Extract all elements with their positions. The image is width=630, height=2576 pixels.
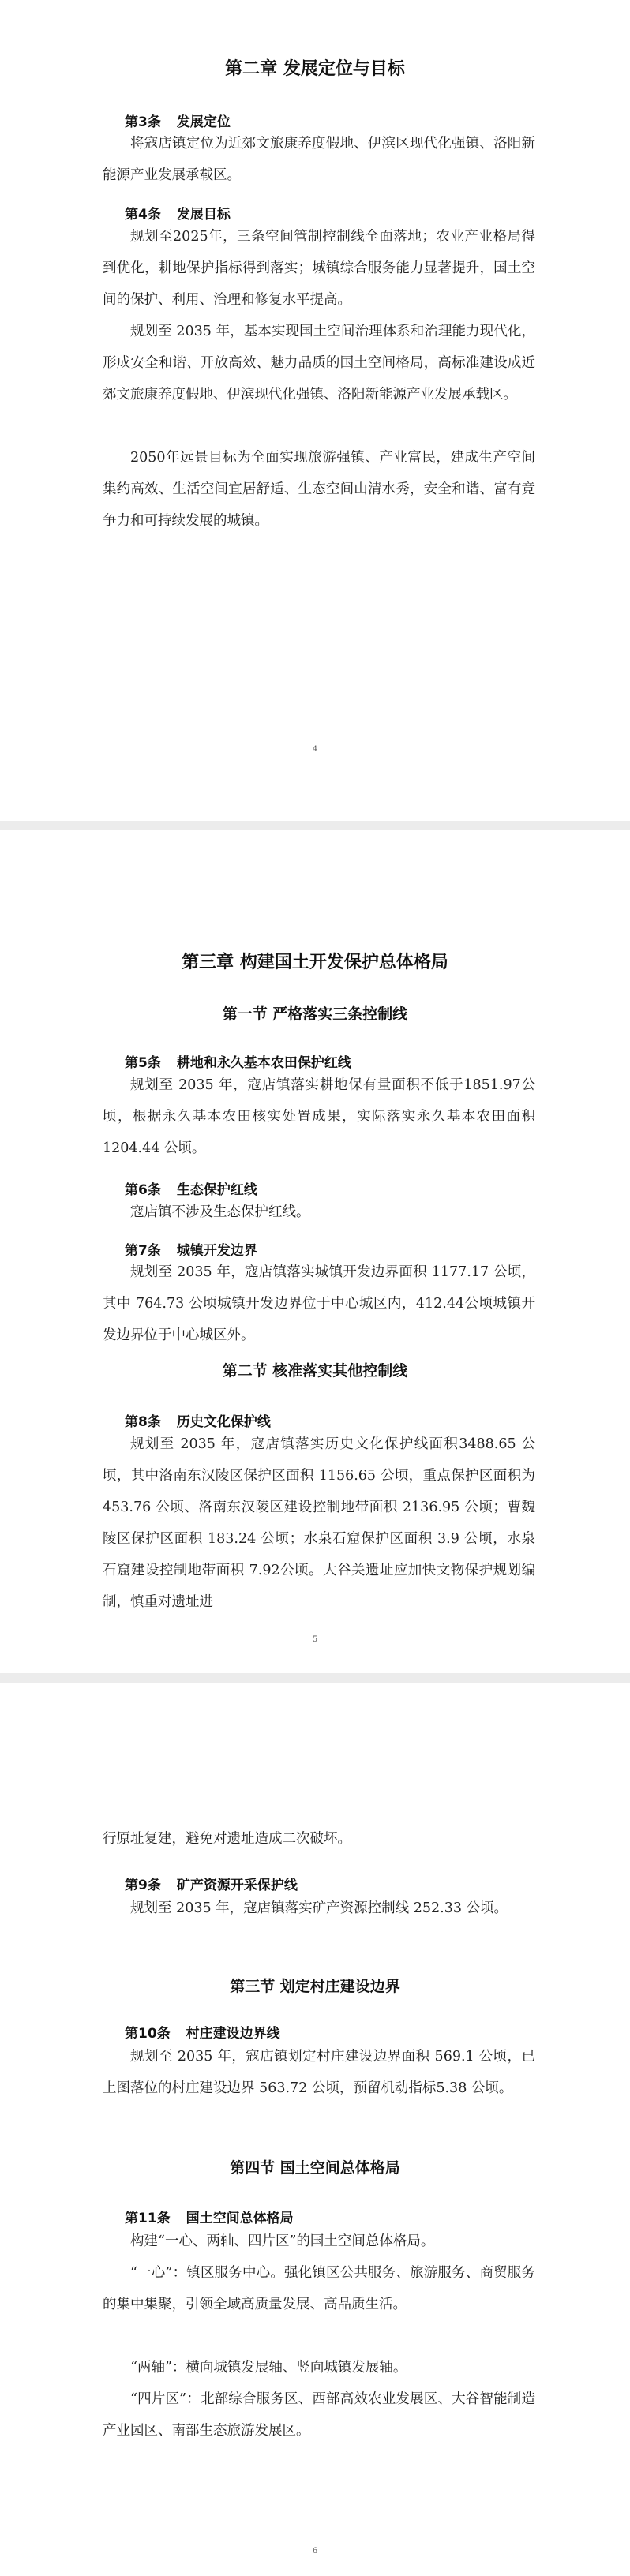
article-title: 村庄建设边界线 (186, 2026, 280, 2042)
article-number: 第5条 (125, 1055, 161, 1071)
article-9-paragraph: 规划至 2035 年，寇店镇落实矿产资源控制线 252.33 公顷。 (130, 1900, 508, 1916)
article-4-heading (125, 203, 231, 223)
article-title: 历史文化保护线 (176, 1414, 271, 1430)
chapter-3-title: 第三章 构建国土开发保护总体格局 (182, 953, 448, 972)
article-11-paragraph-1: 构建“一心、两轴、四片区”的国土空间总体格局。 (130, 2233, 435, 2249)
article-number: 第7条 (125, 1243, 161, 1259)
article-5-paragraph: 规划至 2035 年，寇店镇落实耕地保有量面积不低于1851.97公顷，根据永久基本农田核实处置成果，实际落实永久基本农田面积 1204.44 公顷。 (103, 1077, 535, 1156)
article-11-paragraph-3: “两轴”：横向城镇发展轴、竖向城镇发展轴。 (130, 2360, 407, 2376)
article-8-paragraph: 规划至 2035 年，寇店镇落实历史文化保护线面积3488.65 公顷，其中洛南东汉陵区保护区面积 1156.65 公顷，重点保护区面积为 453.76 公顷、洛南东汉陵区建设控制地带面积 2136.95 公顷；曹魏陵区保护区面积 183.24 公顷；水泉石窟保护区面积 3.9 公顷，水泉石窟建设控制地带面积 7.92公顷。大谷关遗址应加快文物保护规划编制，慎重对遗址进 (103, 1436, 535, 1610)
article-11-heading (125, 2207, 294, 2226)
article-6-heading (125, 1178, 257, 1198)
document-page-6 (0, 1683, 630, 2576)
document-page-5 (0, 830, 630, 1673)
article-10-paragraph: 规划至 2035 年，寇店镇划定村庄建设边界面积 569.1 公顷，已上图落位的村庄建设边界 563.72 公顷，预留机动指标5.38 公顷。 (103, 2049, 535, 2096)
article-title: 耕地和永久基本农田保护红线 (176, 1055, 351, 1071)
article-11-paragraph-2: “一心”：镇区服务中心。强化镇区公共服务、旅游服务、商贸服务的集中集聚，引领全域高质量发展、高品质生活。 (103, 2265, 535, 2312)
article-number: 第11条 (125, 2211, 171, 2226)
article-number: 第6条 (125, 1182, 161, 1198)
article-number: 第10条 (125, 2026, 171, 2042)
page-number: 4 (312, 745, 318, 754)
article-title: 发展目标 (176, 207, 231, 223)
article-5-heading (125, 1051, 351, 1071)
page-number: 5 (312, 1635, 318, 1644)
article-title: 生态保护红线 (176, 1182, 257, 1198)
section-2-title: 第二节 核准落实其他控制线 (222, 1362, 408, 1380)
article-3-paragraph: 将寇店镇定位为近郊文旅康养度假地、伊滨区现代化强镇、洛阳新能源产业发展承载区。 (103, 136, 535, 183)
article-4-paragraph-3: 2050年远景目标为全面实现旅游强镇、产业富民，建成生产空间集约高效、生活空间宜居舒适、生态空间山清水秀，安全和谐、富有竞争力和可持续发展的城镇。 (103, 450, 535, 529)
article-4-paragraph-2: 规划至 2035 年，基本实现国土空间治理体系和治理能力现代化，形成安全和谐、开放高效、魅力品质的国土空间格局，高标准建设成近郊文旅康养度假地、伊滨现代化强镇、洛阳新能源产业发展承载区。 (103, 324, 535, 402)
article-title: 矿产资源开采保护线 (176, 1878, 298, 1893)
article-4-paragraph-1: 规划至2025年，三条空间管制控制线全面落地；农业产业格局得到优化，耕地保护指标得到落实；城镇综合服务能力显著提升，国土空间的保护、利用、治理和修复水平提高。 (103, 229, 535, 308)
article-title: 发展定位 (176, 114, 231, 130)
article-9-heading (125, 1874, 298, 1893)
article-number: 第8条 (125, 1414, 161, 1430)
article-7-paragraph: 规划至 2035 年，寇店镇落实城镇开发边界面积 1177.17 公顷，其中 764.73 公顷城镇开发边界位于中心城区内，412.44公顷城镇开发边界位于中心城区外。 (103, 1264, 535, 1343)
article-10-heading (125, 2022, 280, 2042)
page-number: 6 (312, 2547, 318, 2555)
article-8-heading (125, 1410, 271, 1430)
article-title: 城镇开发边界 (176, 1243, 257, 1259)
article-number: 第4条 (125, 207, 161, 223)
article-11-paragraph-4: “四片区”：北部综合服务区、西部高效农业发展区、大谷智能制造产业园区、南部生态旅游发展区。 (103, 2391, 535, 2439)
chapter-2-title: 第二章 发展定位与目标 (225, 59, 405, 79)
section-4-title: 第四节 国土空间总体格局 (230, 2159, 400, 2177)
article-8-paragraph-continued: 行原址复建，避免对遗址造成二次破坏。 (103, 1831, 351, 1847)
article-number: 第3条 (125, 114, 161, 130)
article-title: 国土空间总体格局 (186, 2211, 294, 2226)
document-page-4 (0, 0, 630, 821)
article-number: 第9条 (125, 1878, 161, 1893)
article-6-paragraph: 寇店镇不涉及生态保护红线。 (130, 1204, 310, 1220)
section-1-title: 第一节 严格落实三条控制线 (222, 1005, 408, 1023)
section-3-title: 第三节 划定村庄建设边界 (230, 1978, 400, 1995)
